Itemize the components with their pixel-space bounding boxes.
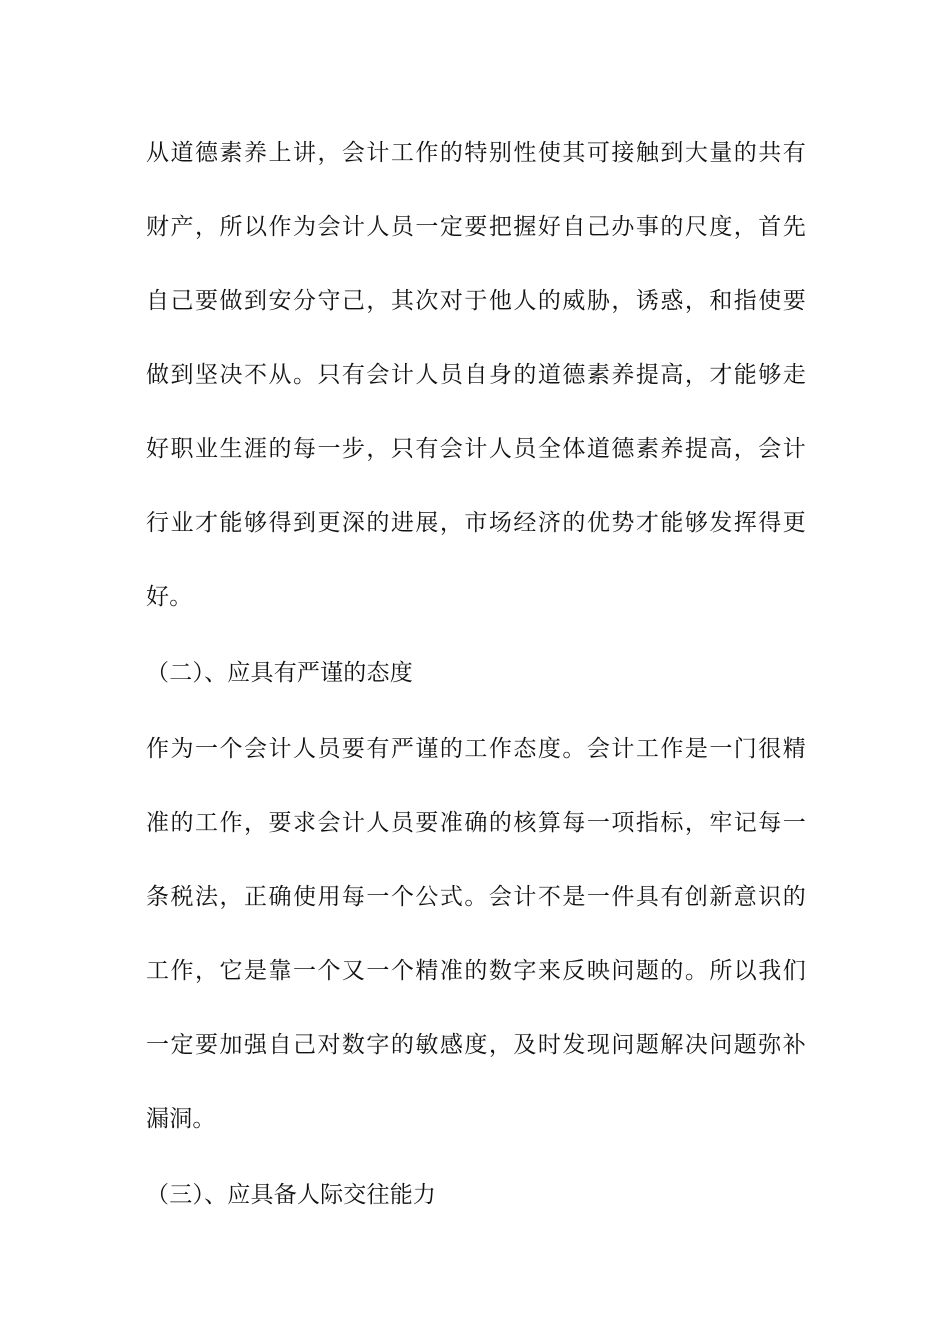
paragraph-line: 好职业生涯的每一步，只有会计人员全体道德素养提高，会计 [146,436,806,462]
paragraph-line: 一定要加强自己对数字的敏感度，及时发现问题解决问题弥补 [146,1032,806,1058]
paragraph-line: 漏洞。 [146,1106,216,1132]
paragraph-line: 准的工作，要求会计人员要准确的核算每一项指标，牢记每一 [146,810,806,836]
paragraph-line: 财产，所以作为会计人员一定要把握好自己办事的尺度，首先 [146,214,806,240]
paragraph-line: 好。 [146,584,193,610]
section-heading: （三）、应具备人际交往能力 [146,1182,437,1208]
paragraph-line: 行业才能够得到更深的进展，市场经济的优势才能够发挥得更 [146,510,806,536]
section-heading: （二）、应具有严谨的态度 [146,660,413,686]
paragraph-line: 从道德素养上讲，会计工作的特别性使其可接触到大量的共有 [146,140,806,166]
paragraph-line: 自己要做到安分守己，其次对于他人的威胁，诱惑，和指使要 [146,288,806,314]
paragraph-line: 作为一个会计人员要有严谨的工作态度。会计工作是一门很精 [146,736,806,762]
paragraph-line: 条税法，正确使用每一个公式。会计不是一件具有创新意识的 [146,884,806,910]
paragraph-line: 工作，它是靠一个又一个精准的数字来反映问题的。所以我们 [146,958,806,984]
paragraph-line: 做到坚决不从。只有会计人员自身的道德素养提高，才能够走 [146,362,806,388]
